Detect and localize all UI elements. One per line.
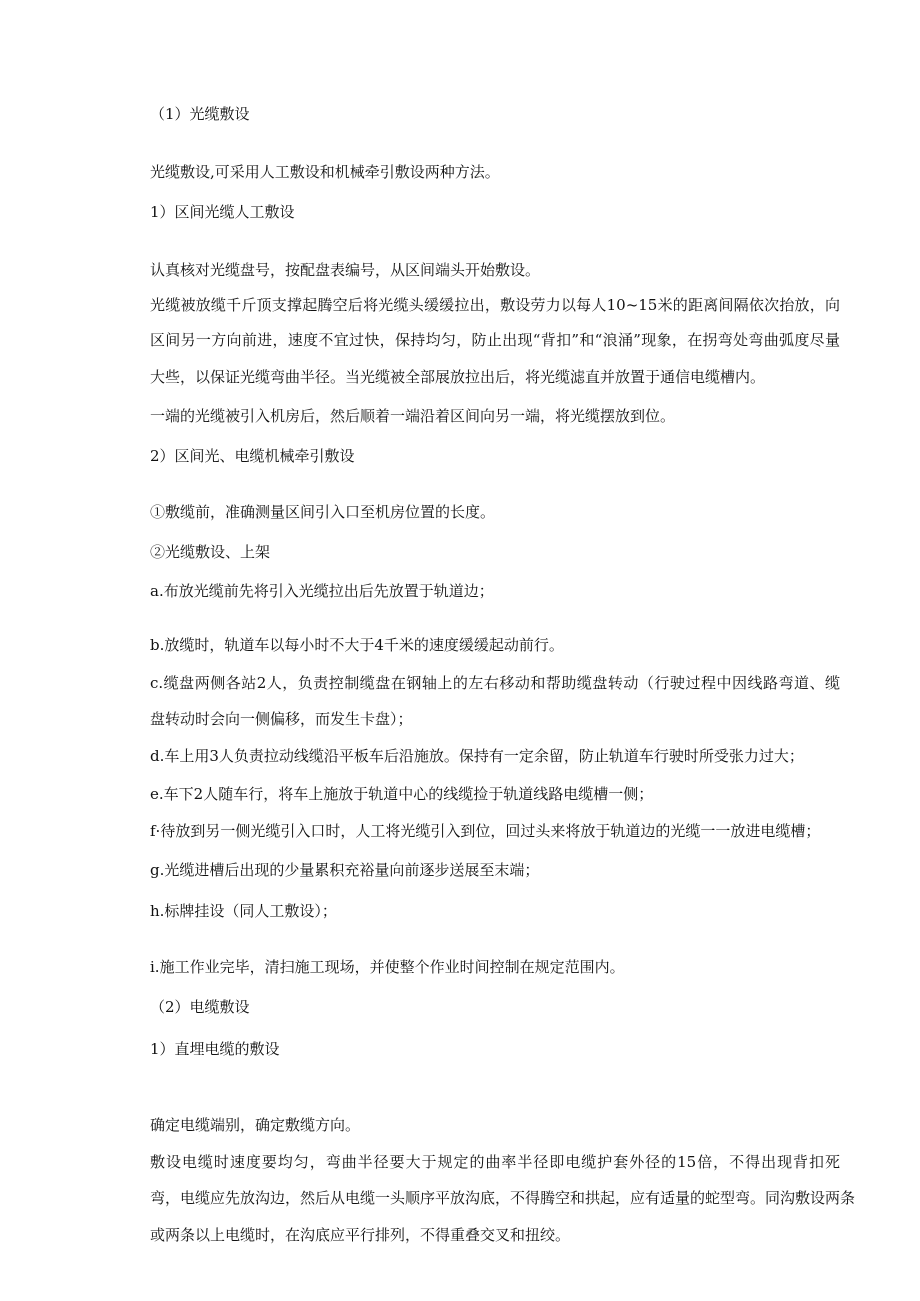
paragraph-line: 或两条以上电缆时，在沟底应平行排列，不得重叠交叉和扭绞。 <box>150 1226 571 1244</box>
list-item: e.车下2人随车行，将车上施放于轨道中心的线缆捡于轨道线路电缆槽一侧； <box>150 785 654 803</box>
paragraph-line: 光缆被放缆千斤顶支撑起腾空后将光缆头缓缓拉出，敷设劳力以每人10~15米的距离间隔依次抬放，向 <box>150 296 840 314</box>
paragraph-line: 大些，以保证光缆弯曲半径。当光缆被全部展放拉出后，将光缆滤直并放置于通信电缆槽内。 <box>150 368 766 386</box>
list-item: ②光缆敷设、上架 <box>150 543 271 561</box>
list-item-line: 盘转动时会向一侧偏移，而发生卡盘）； <box>150 710 413 728</box>
list-item: g.光缆进槽后出现的少量累积充裕量向前逐步送展至末端； <box>150 861 540 879</box>
list-item: a.布放光缆前先将引入光缆拉出后先放置于轨道边； <box>150 582 494 600</box>
paragraph: 光缆敷设,可采用人工敷设和机械牵引敷设两种方法。 <box>150 163 500 181</box>
paragraph: 认真核对光缆盘号，按配盘表编号，从区间端头开始敷设。 <box>150 261 541 279</box>
paragraph: 一端的光缆被引入机房后，然后顺着一端沿着区间向另一端，将光缆摆放到位。 <box>150 407 676 425</box>
list-item: d.车上用3人负责拉动线缆沿平板车后沿施放。保持有一定余留，防止轨道车行驶时所受张力过大； <box>150 747 804 765</box>
list-item-line: c.缆盘两侧各站2人，负责控制缆盘在钢轴上的左右移动和帮助缆盘转动（行驶过程中因线路弯道、缆 <box>150 674 840 692</box>
section-heading: （2）电缆敷设 <box>150 998 250 1016</box>
list-item: ①敷缆前，准确测量区间引入口至机房位置的长度。 <box>150 503 496 521</box>
list-item: i.施工作业完毕，清扫施工现场，并使整个作业时间控制在规定范围内。 <box>150 958 625 976</box>
subsection-heading: 1）直埋电缆的敷设 <box>150 1040 280 1058</box>
paragraph-line: 区间另一方向前进，速度不宜过快，保持均匀，防止出现“背扣”和“浪涌”现象，在拐弯处弯曲弧度尽量 <box>150 331 840 349</box>
paragraph-line: 弯，电缆应先放沟边，然后从电缆一头顺序平放沟底，不得腾空和拱起，应有适量的蛇型弯。同沟敷设两条 <box>150 1189 856 1207</box>
paragraph-line: 敷设电缆时速度要均匀，弯曲半径要大于规定的曲率半径即电缆护套外径的15倍，不得出现背扣死 <box>150 1153 840 1171</box>
list-item: h.标牌挂设（同人工敷设）； <box>150 902 337 920</box>
section-heading: （1）光缆敷设 <box>150 105 250 123</box>
subsection-heading: 1）区间光缆人工敷设 <box>150 203 295 221</box>
paragraph: 确定电缆端别，确定敷缆方向。 <box>150 1116 361 1134</box>
subsection-heading: 2）区间光、电缆机械牵引敷设 <box>150 447 355 465</box>
list-item: f·待放到另一侧光缆引入口时，人工将光缆引入到位，回过头来将放于轨道边的光缆一一放进电缆槽； <box>150 822 821 840</box>
list-item: b.放缆时，轨道车以每小时不大于4千米的速度缓缓起动前行。 <box>150 636 564 654</box>
